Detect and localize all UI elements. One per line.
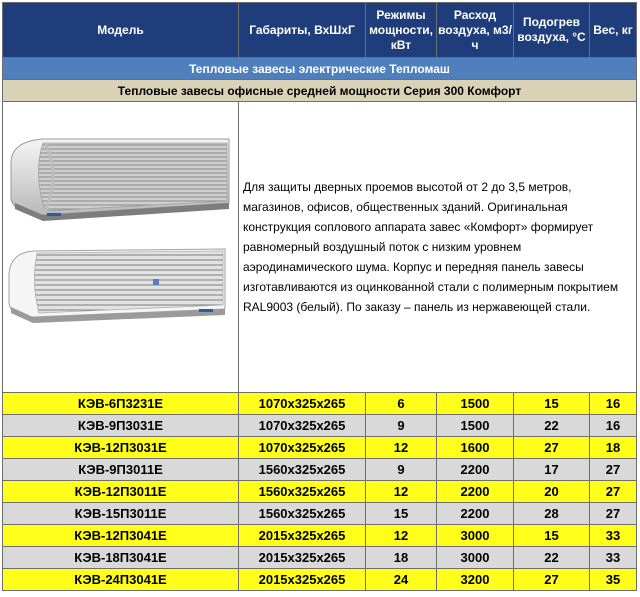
table-row <box>3 525 637 547</box>
cell-heating: 15 <box>514 393 590 415</box>
cell-model: КЭВ-15П3011Е <box>3 503 239 525</box>
air-curtain-bottom-unit <box>9 249 225 323</box>
cell-weight: 16 <box>590 393 637 415</box>
cell-heating: 15 <box>514 525 590 547</box>
cell-heating: 17 <box>514 459 590 481</box>
cell-airflow: 1500 <box>437 415 514 437</box>
cell-dims: 1560x325x265 <box>239 459 366 481</box>
series-title: Тепловые завесы офисные средней мощности Серия 300 Комфорт <box>3 80 637 102</box>
cell-power: 6 <box>366 393 437 415</box>
product-description: Для защиты дверных проемов высотой от 2 до 3,5 метров, магазинов, офисов, общественных зданий. Оригинальная конструкция соплового аппарата завес «Комфорт» формирует равномерный воздушный поток с низким уровнем аэродинамического шума. Корпус и передняя панель завесы изготавливаются из оцинкованной стали с полимерным покрытием RAL9003 (белый). По заказу – панель из нержавеющей стали. <box>239 102 637 393</box>
cell-power: 12 <box>366 525 437 547</box>
cell-weight: 27 <box>590 503 637 525</box>
air-curtain-top-unit <box>11 139 229 221</box>
cell-model: КЭВ-12П3041Е <box>3 525 239 547</box>
cell-airflow: 1500 <box>437 393 514 415</box>
cell-model: КЭВ-12П3011Е <box>3 481 239 503</box>
col-header-power: Режимы мощности, кВт <box>366 3 437 58</box>
col-header-model: Модель <box>3 3 239 58</box>
cell-airflow: 3000 <box>437 547 514 569</box>
cell-weight: 27 <box>590 459 637 481</box>
cell-dims: 2015x325x265 <box>239 569 366 591</box>
cell-weight: 35 <box>590 569 637 591</box>
table-row <box>3 437 637 459</box>
table-row <box>3 503 637 525</box>
table-row <box>3 481 637 503</box>
cell-heating: 20 <box>514 481 590 503</box>
col-header-dims: Габариты, ВхШхГ <box>239 3 366 58</box>
cell-airflow: 3000 <box>437 525 514 547</box>
cell-model: КЭВ-18П3041Е <box>3 547 239 569</box>
cell-dims: 2015x325x265 <box>239 525 366 547</box>
col-header-heating: Подогрев воздуха, °С <box>514 3 590 58</box>
cell-power: 18 <box>366 547 437 569</box>
cell-model: КЭВ-6П3231Е <box>3 393 239 415</box>
col-header-weight: Вес, кг <box>590 3 637 58</box>
cell-model: КЭВ-9П3011Е <box>3 459 239 481</box>
cell-dims: 1560x325x265 <box>239 503 366 525</box>
table-row <box>3 415 637 437</box>
table-row <box>3 393 637 415</box>
col-header-airflow: Расход воздуха, м3/ч <box>437 3 514 58</box>
table-row <box>3 547 637 569</box>
section-title: Тепловые завесы электрические Тепломаш <box>3 58 637 80</box>
cell-airflow: 1600 <box>437 437 514 459</box>
cell-power: 24 <box>366 569 437 591</box>
cell-dims: 1070x325x265 <box>239 393 366 415</box>
cell-weight: 33 <box>590 525 637 547</box>
cell-heating: 27 <box>514 569 590 591</box>
cell-heating: 27 <box>514 437 590 459</box>
cell-power: 9 <box>366 415 437 437</box>
cell-weight: 18 <box>590 437 637 459</box>
cell-heating: 22 <box>514 547 590 569</box>
cell-weight: 16 <box>590 415 637 437</box>
cell-airflow: 2200 <box>437 481 514 503</box>
cell-weight: 33 <box>590 547 637 569</box>
cell-airflow: 3200 <box>437 569 514 591</box>
cell-model: КЭВ-9П3031Е <box>3 415 239 437</box>
air-curtain-illustration <box>3 103 237 391</box>
table-row <box>3 569 637 591</box>
cell-heating: 22 <box>514 415 590 437</box>
cell-dims: 1560x325x265 <box>239 481 366 503</box>
cell-power: 15 <box>366 503 437 525</box>
table-row <box>3 459 637 481</box>
cell-power: 12 <box>366 437 437 459</box>
product-image <box>3 102 239 393</box>
cell-dims: 2015x325x265 <box>239 547 366 569</box>
cell-model: КЭВ-24П3041Е <box>3 569 239 591</box>
cell-airflow: 2200 <box>437 459 514 481</box>
cell-power: 12 <box>366 481 437 503</box>
cell-model: КЭВ-12П3031Е <box>3 437 239 459</box>
cell-heating: 28 <box>514 503 590 525</box>
spec-table <box>2 2 637 591</box>
cell-power: 9 <box>366 459 437 481</box>
cell-airflow: 2200 <box>437 503 514 525</box>
cell-weight: 27 <box>590 481 637 503</box>
cell-dims: 1070x325x265 <box>239 437 366 459</box>
cell-dims: 1070x325x265 <box>239 415 366 437</box>
